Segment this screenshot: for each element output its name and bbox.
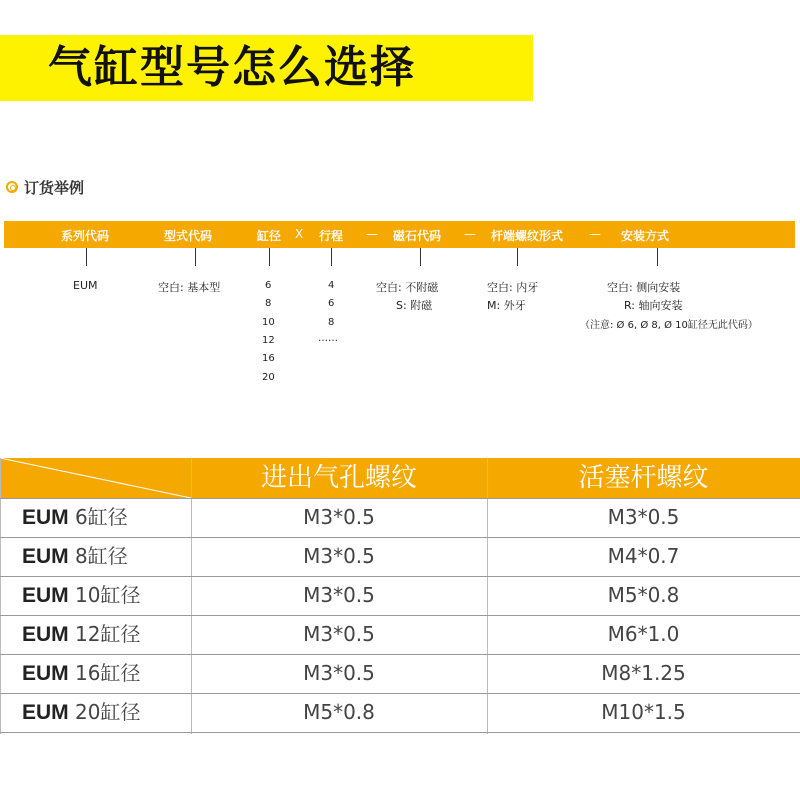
series-code: EUM (22, 545, 69, 568)
row-divider (0, 732, 800, 733)
bore-size: 20缸径 (75, 700, 141, 724)
dash-separator: — (464, 227, 476, 241)
connector-line (657, 248, 658, 266)
section-title: 订货举例 (24, 178, 85, 197)
series-code: EUM (22, 584, 69, 607)
stroke-option: …… (318, 333, 338, 344)
table-row-label (22, 537, 128, 576)
rod-option: M: 外牙 (487, 299, 526, 312)
connector-line (195, 248, 196, 266)
label-series-code: 系列代码 (61, 229, 110, 243)
rod-thread-cell: M6*1.0 (607, 622, 680, 646)
table-row-label (22, 576, 140, 615)
connector-line (269, 248, 270, 266)
thread-spec-table (0, 458, 800, 734)
circle-bullet-icon (6, 181, 18, 193)
bore-option: 16 (262, 353, 275, 364)
header-port-thread: 进出气孔螺纹 (260, 463, 417, 493)
diagonal-header-cell (0, 458, 191, 498)
bore-size: 10缸径 (75, 583, 141, 607)
label-bore: 缸径 (257, 229, 282, 243)
bore-size: 12缸径 (75, 622, 141, 646)
series-code: EUM (22, 623, 69, 646)
mount-note: （注意: Ø 6, Ø 8, Ø 10缸径无此代码） (580, 320, 758, 331)
bore-size: 6缸径 (75, 505, 128, 529)
rod-thread-cell: M10*1.5 (601, 700, 686, 724)
bore-option: 12 (262, 335, 275, 346)
label-magnet-code: 磁石代码 (393, 229, 442, 243)
label-stroke: 行程 (319, 229, 344, 243)
connector-line (331, 248, 332, 266)
order-code-bar (4, 221, 795, 248)
label-x: X (295, 227, 304, 241)
series-code: EUM (22, 506, 69, 529)
page-title: 气缸型号怎么选择 (48, 42, 416, 93)
port-thread-cell: M3*0.5 (303, 622, 375, 646)
table-row-label (22, 654, 140, 693)
dash-separator: — (589, 227, 601, 241)
port-thread-cell: M3*0.5 (303, 505, 375, 529)
label-rod-thread: 杆端螺纹形式 (491, 229, 564, 243)
type-value: 空白: 基本型 (158, 281, 221, 294)
table-row-label (22, 615, 140, 654)
magnet-option: S: 附磁 (396, 299, 433, 312)
label-type-code: 型式代码 (164, 229, 213, 243)
dash-separator: — (366, 227, 378, 241)
series-code: EUM (22, 662, 69, 685)
rod-thread-cell: M3*0.5 (607, 505, 680, 529)
rod-thread-cell: M4*0.7 (607, 544, 680, 568)
series-value: EUM (73, 279, 98, 292)
port-thread-cell: M3*0.5 (303, 661, 375, 685)
port-thread-cell: M3*0.5 (303, 544, 375, 568)
connector-line (420, 248, 421, 266)
bore-option: 8 (265, 298, 272, 309)
bore-size: 16缸径 (75, 661, 141, 685)
table-row-label (22, 498, 128, 537)
connector-line (86, 248, 87, 266)
section-header (6, 176, 84, 198)
connector-line (517, 248, 518, 266)
bore-option: 20 (262, 372, 275, 383)
table-header (0, 458, 800, 498)
bore-option: 6 (265, 280, 272, 291)
mount-option: R: 轴向安装 (624, 299, 683, 312)
port-thread-cell: M3*0.5 (303, 583, 375, 607)
stroke-option: 6 (328, 298, 335, 309)
bore-option: 10 (262, 317, 275, 328)
rod-option: 空白: 内牙 (487, 281, 539, 294)
stroke-option: 8 (328, 317, 335, 328)
port-thread-cell: M5*0.8 (303, 700, 375, 724)
rod-thread-cell: M5*0.8 (607, 583, 680, 607)
title-banner (0, 35, 533, 101)
mount-option: 空白: 侧向安装 (607, 281, 681, 294)
header-rod-thread: 活塞杆螺纹 (578, 463, 709, 493)
table-row-label (22, 693, 140, 732)
rod-thread-cell: M8*1.25 (601, 661, 686, 685)
label-mount: 安装方式 (621, 229, 670, 243)
series-code: EUM (22, 701, 69, 724)
bore-size: 8缸径 (75, 544, 128, 568)
magnet-option: 空白: 不附磁 (376, 281, 439, 294)
stroke-option: 4 (328, 280, 335, 291)
